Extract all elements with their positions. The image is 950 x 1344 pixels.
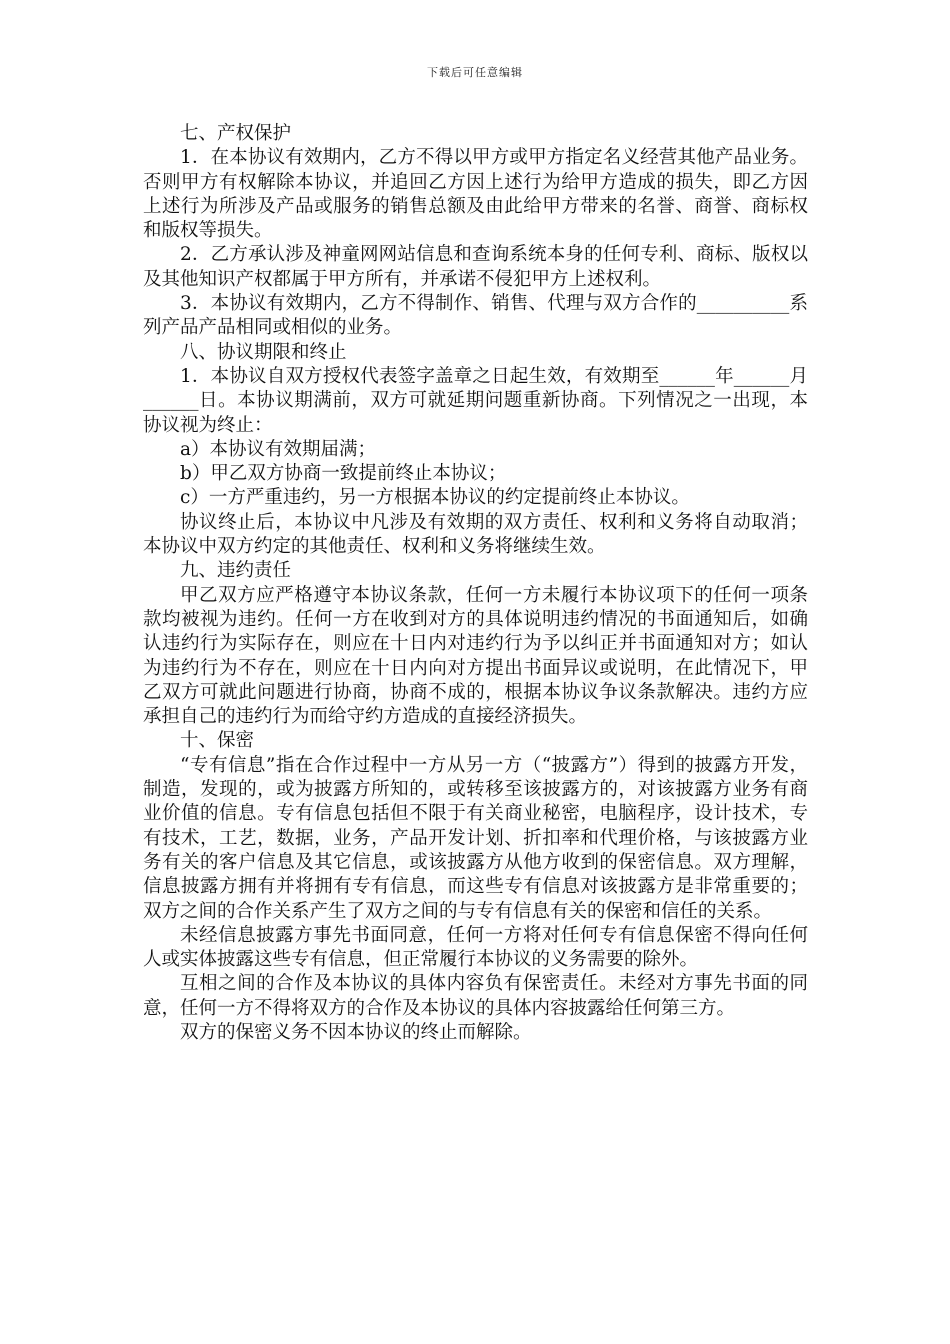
paragraph-10-2: 未经信息披露方事先书面同意，任何一方将对任何专有信息保密不得向任何人或实体披露这些专有信息，但正常履行本协议的义务需要的除外。 xyxy=(143,924,808,971)
paragraph-9-1: 甲乙双方应严格遵守本协议条款，任何一方未履行本协议项下的任何一项条款均被视为违约。任何一方在收到对方的具体说明违约情况的书面通知后，如确认违约行为实际存在，则应在十日内对违约行为予以纠正并书面通知对方；如认为违约行为不存在，则应在十日内向对方提出书面异议或说明，在此情况下，甲乙双方可就此问题进行协商，协商不成的，根据本协议争议条款解决。违约方应承担自己的违约行为而给守约方造成的直接经济损失。 xyxy=(143,584,808,728)
paragraph-8-2: 协议终止后，本协议中凡涉及有效期的双方责任、权利和义务将自动取消；本协议中双方约定的其他责任、权利和义务将继续生效。 xyxy=(143,511,808,558)
header-note: 下载后可任意编辑 xyxy=(427,66,523,79)
paragraph-7-3: 3．本协议有效期内，乙方不得制作、销售、代理与双方合作的__________系列产品产品相同或相似的业务。 xyxy=(143,293,808,339)
paragraph-7-2: 2．乙方承认涉及神童网网站信息和查询系统本身的任何专利、商标、版权以及其他知识产权都属于甲方所有，并承诺不侵犯甲方上述权利。 xyxy=(143,244,808,290)
section-heading-8: 八、协议期限和终止 xyxy=(180,341,347,363)
section-heading-10: 十、保密 xyxy=(180,730,255,752)
list-item-8-a: a）本协议有效期届满； xyxy=(180,438,377,460)
paragraph-7-1: 1．在本协议有效期内，乙方不得以甲方或甲方指定名义经营其他产品业务。否则甲方有权解除本协议，并追回乙方因上述行为给甲方造成的损失，即乙方因上述行为所涉及产品或服务的销售总额及由此给甲方带来的名誉、商誉、商标权和版权等损失。 xyxy=(143,147,808,242)
paragraph-10-4: 双方的保密义务不因本协议的终止而解除。 xyxy=(180,1021,532,1043)
document-body xyxy=(143,122,808,1045)
section-heading-9: 九、违约责任 xyxy=(180,560,292,582)
paragraph-8-1: 1．本协议自双方授权代表签字盖章之日起生效，有效期至______年______月______日。本协议期满前，双方可就延期问题重新协商。下列情况之一出现，本协议视为终止： xyxy=(143,365,808,436)
paragraph-10-3: 互相之间的合作及本协议的具体内容负有保密责任。未经对方事先书面的同意，任何一方不得将双方的合作及本协议的具体内容披露给任何第三方。 xyxy=(143,973,808,1019)
list-item-8-b: b）甲乙双方协商一致提前终止本协议； xyxy=(180,463,507,485)
list-item-8-c: c）一方严重违约，另一方根据本协议的约定提前终止本协议。 xyxy=(180,487,690,509)
paragraph-10-1: “专有信息”指在合作过程中一方从另一方（“披露方”）得到的披露方开发，制造，发现的，或为披露方所知的，或转移至该披露方的，对该披露方业务有商业价值的信息。专有信息包括但不限于有关商业秘密，电脑程序，设计技术，专有技术，工艺，数据，业务，产品开发计划、折扣率和代理价格，与该披露方业务有关的客户信息及其它信息，或该披露方从他方收到的保密信息。双方理解，信息披露方拥有并将拥有专有信息，而这些专有信息对该披露方是非常重要的；双方之间的合作关系产生了双方之间的与专有信息有关的保密和信任的关系。 xyxy=(143,754,808,922)
section-heading-7: 七、产权保护 xyxy=(180,123,292,144)
